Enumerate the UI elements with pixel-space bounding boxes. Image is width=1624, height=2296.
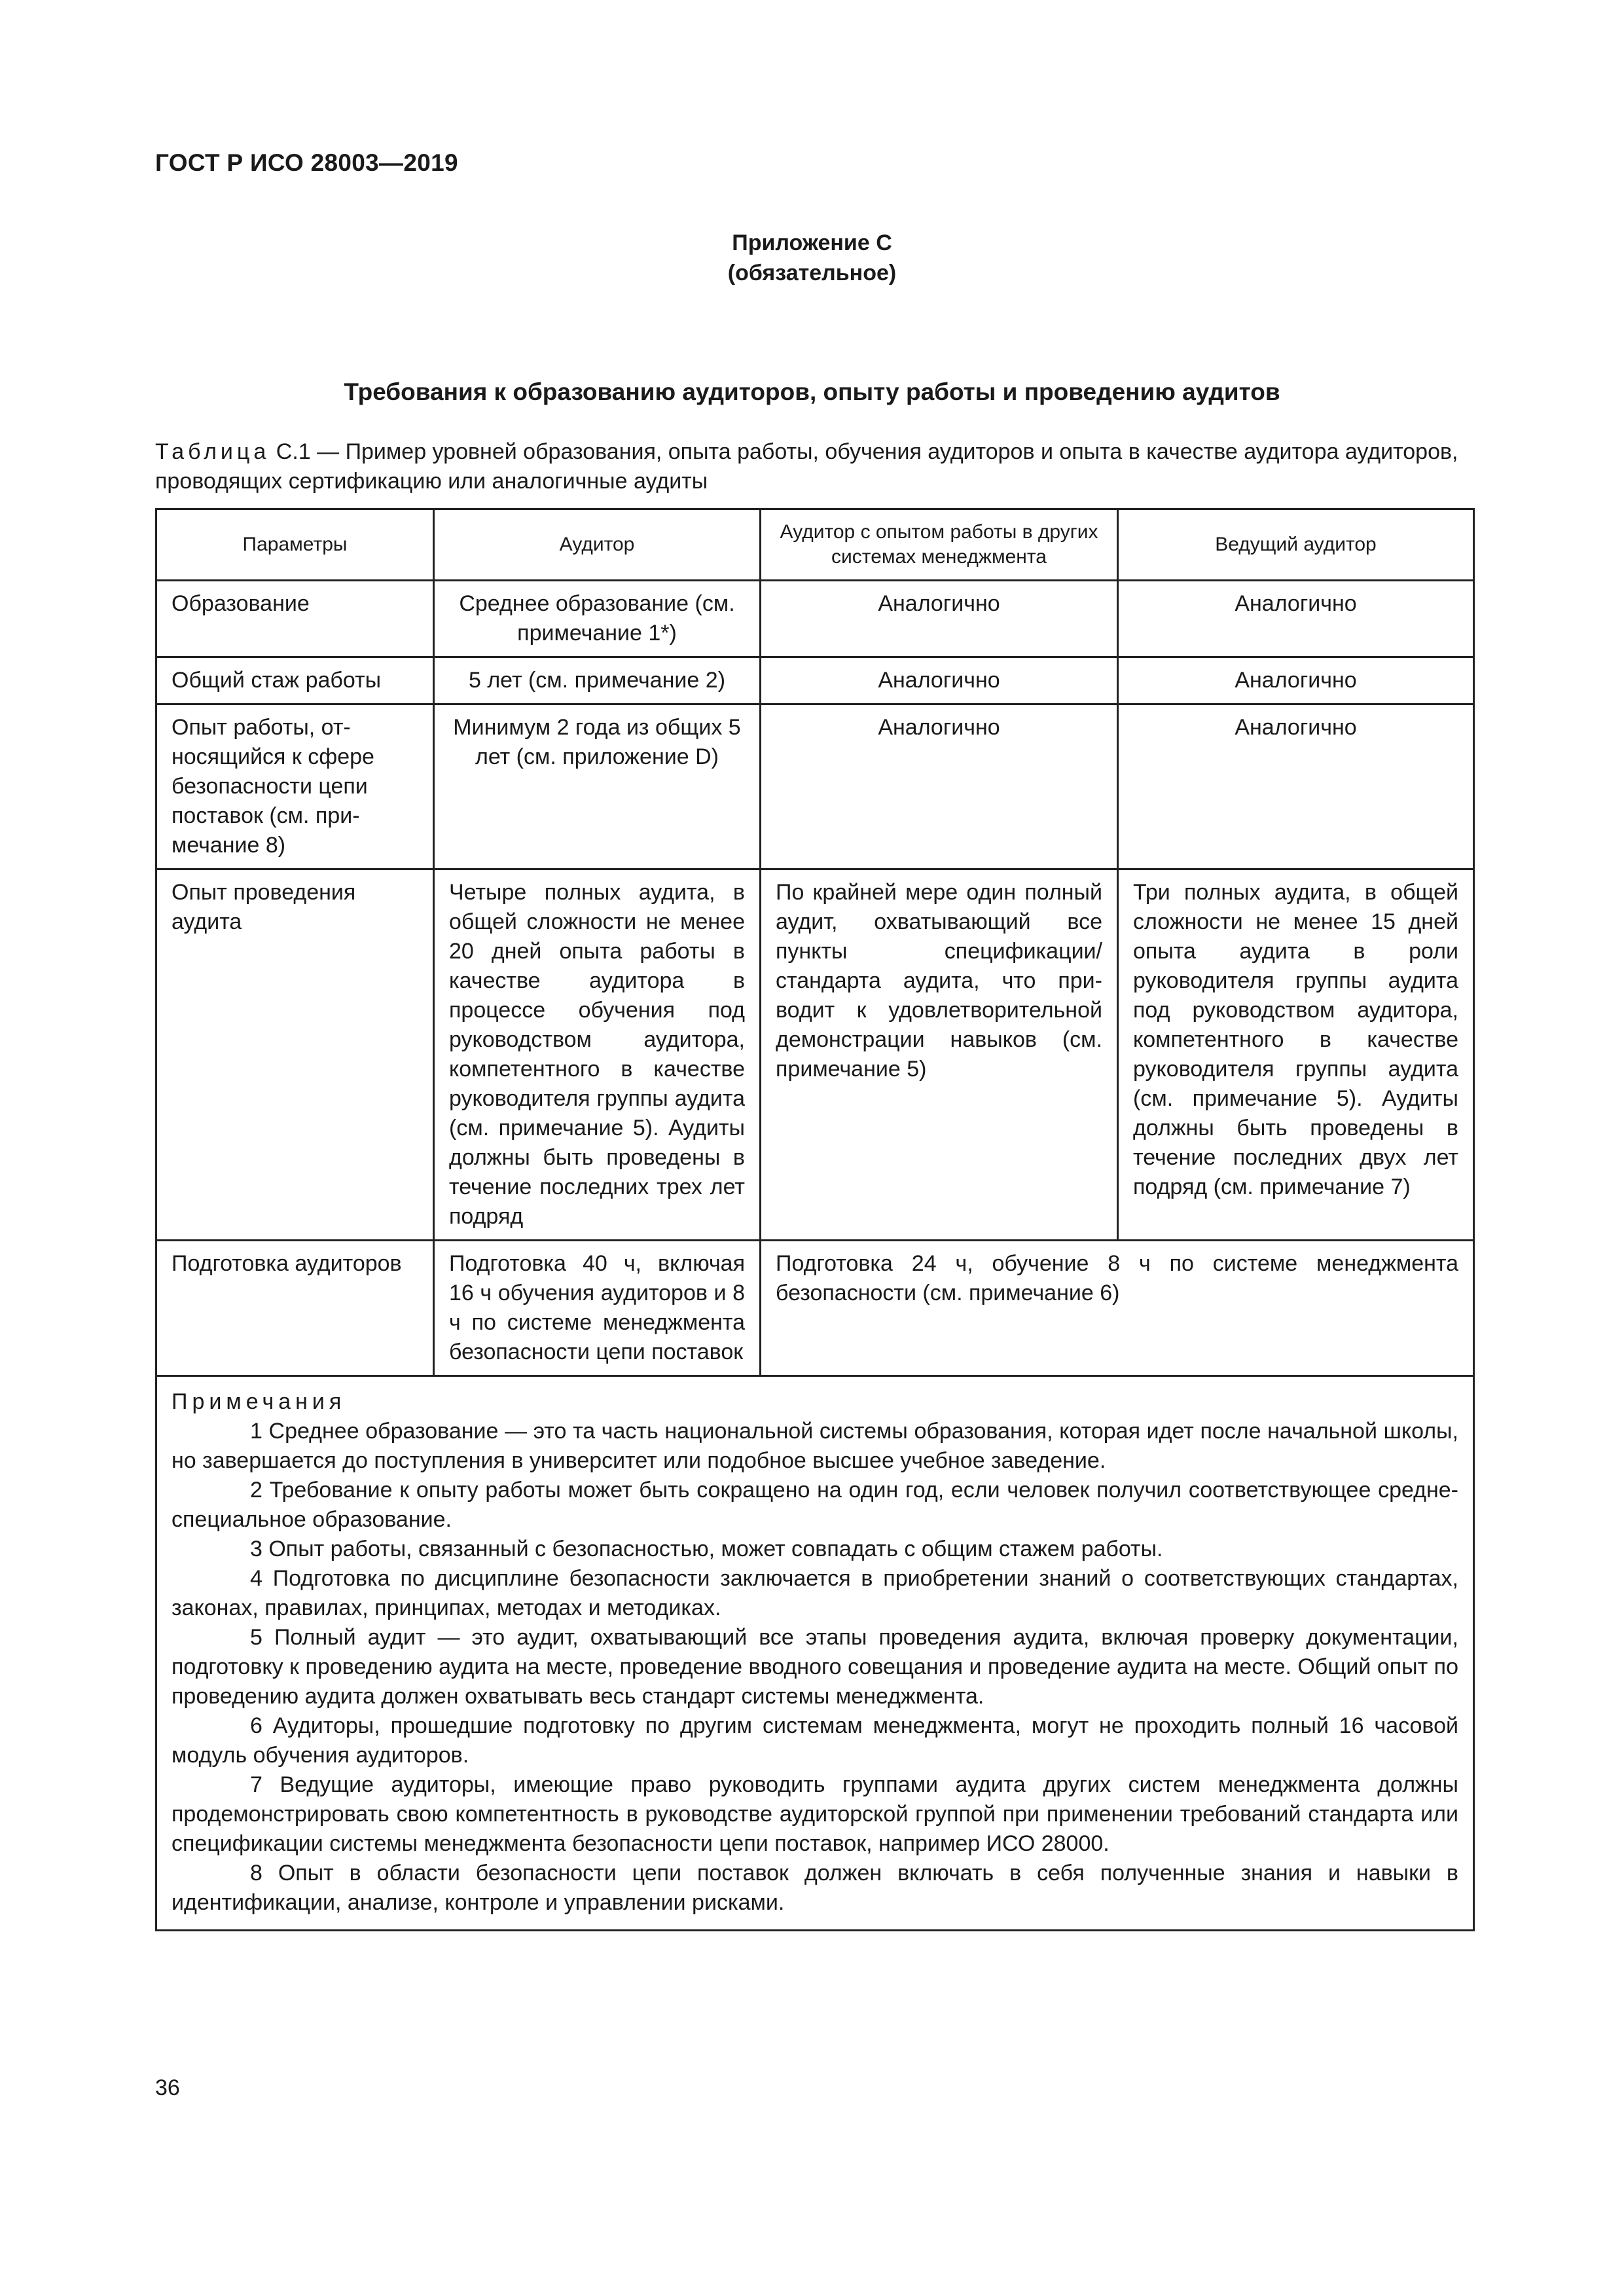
row-auditor: Среднее образование (см. примечание 1*) <box>434 581 761 657</box>
row-param: Образование <box>156 581 434 657</box>
table-row <box>156 581 1474 657</box>
row-param: Подготовка аудиторов <box>156 1241 434 1376</box>
notes-row <box>156 1376 1474 1931</box>
note-item: 2 Требование к опыту работы может быть сокращено на один год, если человек получил соответствующее средне-специальное образование. <box>171 1478 1458 1532</box>
table-row <box>156 704 1474 869</box>
column-header-params: Параметры <box>156 509 434 581</box>
row-other: По крайней мере один полный аудит, охватывающий все пункты спецификации/ стандарта аудита, что приводит к удовлетворительной демонстрации навыков (см. примечание 5) <box>761 869 1118 1241</box>
row-param: Опыт работы, относящийся к сфере безопасности цепи поставок (см. примечание 8) <box>156 704 434 869</box>
appendix-title: Приложение С <box>732 230 892 255</box>
note-item: 8 Опыт в области безопасности цепи поставок должен включать в себя полученные знания и навыки в идентификации, анализе, контроле и управлении рисками. <box>171 1861 1458 1915</box>
row-lead: Аналогично <box>1118 657 1474 704</box>
column-header-other-systems: Аудитор с опытом работы в других системах менеджмента <box>761 509 1118 581</box>
page-number: 36 <box>155 2075 180 2100</box>
row-lead: Три полных аудита, в общей сложности не менее 15 дней опыта аудита в роли руководителя группы аудита под руководством аудитора, компетентного в качестве руководителя группы аудита (см. примечание 5). Аудиты должны быть проведены в течение последних двух лет подряд (см. примечание 7) <box>1118 869 1474 1241</box>
note-item: 1 Среднее образование — это та часть национальной системы образования, которая идет после начальной школы, но завершается до поступления в университет или подобное высшее учебное заведение. <box>171 1419 1458 1473</box>
note-item: 4 Подготовка по дисциплине безопасности заключается в приобретении знаний о соответствующих стандартах, законах, правилах, принципах, методах и методиках. <box>171 1566 1458 1620</box>
section-title: Требования к образованию аудиторов, опыту работы и проведению аудитов <box>344 378 1280 405</box>
appendix-status: (обязательное) <box>727 261 897 285</box>
table-caption-text: С.1 — Пример уровней образования, опыта работы, обучения аудиторов и опыта в качестве аудитора аудиторов, проводящих сертификацию или аналогичные аудиты <box>155 439 1458 494</box>
appendix-heading <box>0 228 1624 288</box>
note-item: 3 Опыт работы, связанный с безопасностью, может совпадать с общим стажем работы. <box>250 1537 1163 1561</box>
table-caption <box>155 437 1472 496</box>
row-other-lead-merged: Подготовка 24 ч, обучение 8 ч по системе менеджмента безопасности (см. примечание 6) <box>761 1241 1474 1376</box>
row-other: Аналогично <box>761 657 1118 704</box>
table-row <box>156 869 1474 1241</box>
note-item: 6 Аудиторы, прошедшие подготовку по другим системам менеджмента, могут не проходить полный 16 часовой модуль обучения аудиторов. <box>171 1713 1458 1768</box>
row-other: Аналогично <box>761 581 1118 657</box>
row-param: Опыт проведения аудита <box>156 869 434 1241</box>
row-auditor: 5 лет (см. примечание 2) <box>434 657 761 704</box>
table-row <box>156 657 1474 704</box>
note-item: 5 Полный аудит — это аудит, охватывающий все этапы проведения аудита, включая проверку документации, подготовку к проведению аудита на месте, проведение вводного совещания и проведение аудита на месте. Общий опыт по проведению аудита должен охватывать весь стандарт системы менеджмента. <box>171 1625 1458 1709</box>
row-lead: Аналогично <box>1118 704 1474 869</box>
note-item: 7 Ведущие аудиторы, имеющие право руководить группами аудита других систем менеджмента должны продемонстрировать свою компетентность в руководстве аудиторской группой при применении требований стандарта или спецификации системы менеджмента безопасности цепи поставок, например ИСО 28000. <box>171 1772 1458 1856</box>
table-caption-label: Таблица <box>155 439 270 464</box>
row-param: Общий стаж работы <box>156 657 434 704</box>
table-row <box>156 1241 1474 1376</box>
row-auditor: Минимум 2 года из общих 5 лет (см. приложение D) <box>434 704 761 869</box>
row-other: Аналогично <box>761 704 1118 869</box>
row-auditor: Подготовка 40 ч, включая 16 ч обучения аудиторов и 8 ч по системе менеджмента безопасности цепи поставок <box>434 1241 761 1376</box>
table-header-row <box>156 509 1474 581</box>
notes-cell <box>156 1376 1474 1931</box>
notes-title: Примечания <box>171 1389 346 1414</box>
standard-header: ГОСТ Р ИСО 28003—2019 <box>155 149 458 176</box>
requirements-table <box>155 508 1475 1931</box>
column-header-auditor: Аудитор <box>434 509 761 581</box>
row-lead: Аналогично <box>1118 581 1474 657</box>
column-header-lead-auditor: Ведущий аудитор <box>1118 509 1474 581</box>
row-auditor: Четыре полных аудита, в общей сложности не менее 20 дней опыта работы в качестве аудитора в процессе обучения под руководством аудитора, компетентного в качестве руководителя группы аудита (см. примечание 5). Аудиты должны быть проведены в течение последних трех лет подряд <box>434 869 761 1241</box>
